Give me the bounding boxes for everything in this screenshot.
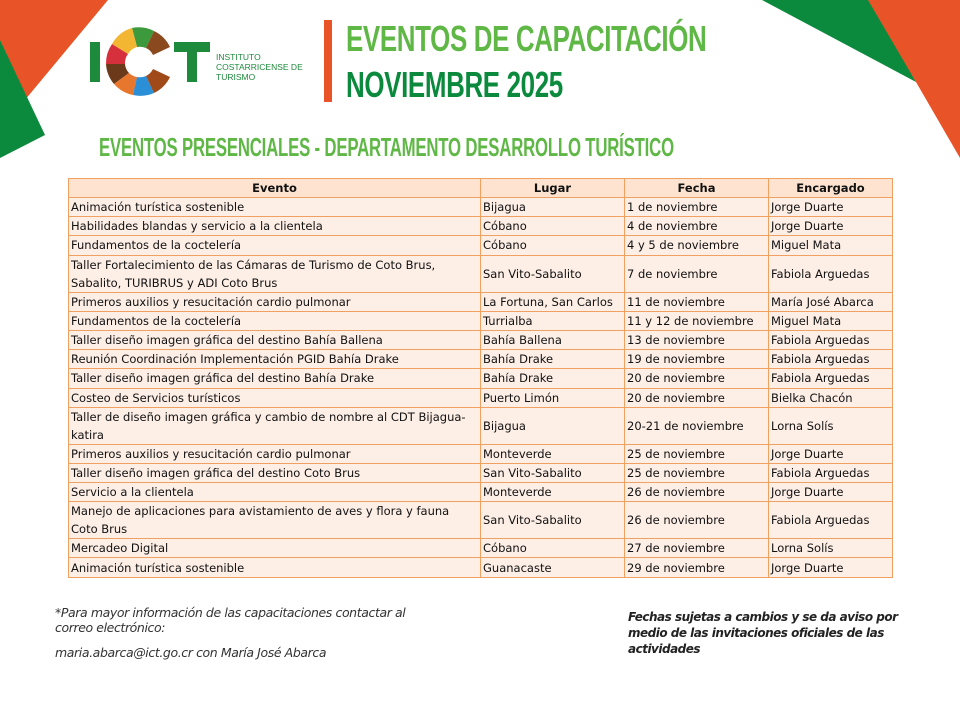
cell-evento: Mercadeo Digital (69, 539, 481, 558)
cell-fecha: 20 de noviembre (625, 388, 769, 407)
table-row (69, 463, 893, 482)
table-row (69, 388, 893, 407)
table-row (69, 236, 893, 255)
disclaimer-note: Fechas sujetas a cambios y se da aviso por medio de las invitaciones oficiales de las actividades (628, 610, 898, 656)
cell-evento: Costeo de Servicios turísticos (69, 388, 481, 407)
cell-evento: Primeros auxilios y resucitación cardio pulmonar (69, 444, 481, 463)
cell-fecha: 25 de noviembre (625, 444, 769, 463)
cell-encargado: Fabiola Arguedas (769, 369, 893, 388)
cell-encargado: Fabiola Arguedas (769, 255, 893, 292)
cell-lugar: Bahía Drake (481, 350, 625, 369)
contact-note-text: *Para mayor información de las capacitaciones contactar al correo electrónico: (55, 605, 406, 635)
cell-lugar: Monteverde (481, 444, 625, 463)
contact-email[interactable]: maria.abarca@ict.go.cr con María José Abarca (55, 645, 327, 660)
ict-logo (88, 20, 316, 100)
cell-evento: Taller de diseño imagen gráfica y cambio de nombre al CDT Bijagua-katira (69, 407, 481, 444)
cell-lugar: Cóbano (481, 217, 625, 236)
cell-lugar: Puerto Limón (481, 388, 625, 407)
page-title: EVENTOS DE CAPACITACIÓN (346, 18, 707, 59)
cell-fecha: 27 de noviembre (625, 539, 769, 558)
cell-fecha: 26 de noviembre (625, 483, 769, 502)
cell-encargado: Jorge Duarte (769, 444, 893, 463)
cell-fecha: 11 y 12 de noviembre (625, 311, 769, 330)
cell-evento: Taller diseño imagen gráfica del destino Bahía Ballena (69, 330, 481, 349)
cell-evento: Fundamentos de la coctelería (69, 311, 481, 330)
cell-encargado: Jorge Duarte (769, 558, 893, 577)
table-row (69, 444, 893, 463)
cell-evento: Animación turística sostenible (69, 198, 481, 217)
top-left-green-triangle (0, 40, 45, 158)
title-accent-bar (324, 20, 332, 102)
cell-encargado: Miguel Mata (769, 236, 893, 255)
column-header-encargado: Encargado (769, 179, 893, 198)
cell-fecha: 13 de noviembre (625, 330, 769, 349)
cell-fecha: 7 de noviembre (625, 255, 769, 292)
cell-lugar: Bijagua (481, 407, 625, 444)
table-row (69, 369, 893, 388)
cell-lugar: Cóbano (481, 236, 625, 255)
table-row (69, 330, 893, 349)
cell-encargado: Fabiola Arguedas (769, 463, 893, 482)
cell-fecha: 19 de noviembre (625, 350, 769, 369)
cell-fecha: 1 de noviembre (625, 198, 769, 217)
cell-lugar: Guanacaste (481, 558, 625, 577)
cell-encargado: Lorna Solís (769, 539, 893, 558)
cell-evento: Reunión Coordinación Implementación PGID Bahía Drake (69, 350, 481, 369)
page-title-month: NOVIEMBRE 2025 (346, 64, 563, 105)
table-header-row (69, 179, 893, 198)
top-right-green-triangle (762, 0, 916, 82)
cell-encargado: Fabiola Arguedas (769, 350, 893, 369)
column-header-lugar: Lugar (481, 179, 625, 198)
cell-encargado: Fabiola Arguedas (769, 330, 893, 349)
cell-lugar: San Vito-Sabalito (481, 255, 625, 292)
logo-name-line: COSTARRICENSE DE (216, 62, 303, 72)
cell-evento: Taller diseño imagen gráfica del destino Coto Brus (69, 463, 481, 482)
cell-lugar: San Vito-Sabalito (481, 463, 625, 482)
table-row (69, 217, 893, 236)
ict-logo-name (216, 52, 303, 82)
cell-evento: Animación turística sostenible (69, 558, 481, 577)
cell-lugar: San Vito-Sabalito (481, 502, 625, 539)
cell-encargado: Fabiola Arguedas (769, 502, 893, 539)
cell-lugar: Monteverde (481, 483, 625, 502)
table-row (69, 539, 893, 558)
table-row (69, 311, 893, 330)
cell-evento: Manejo de aplicaciones para avistamiento de aves y flora y fauna Coto Brus (69, 502, 481, 539)
cell-fecha: 29 de noviembre (625, 558, 769, 577)
cell-lugar: Bahía Drake (481, 369, 625, 388)
ict-logo-mark (88, 20, 214, 100)
section-subtitle: EVENTOS PRESENCIALES - DEPARTAMENTO DESARROLLO TURÍSTICO (99, 132, 674, 162)
events-table (68, 178, 893, 578)
cell-encargado: Bielka Chacón (769, 388, 893, 407)
logo-name-line: INSTITUTO (216, 52, 261, 62)
cell-lugar: Turrialba (481, 311, 625, 330)
cell-evento: Taller Fortalecimiento de las Cámaras de Turismo de Coto Brus, Sabalito, TURIBRUS y ADI Coto Brus (69, 255, 481, 292)
cell-lugar: Cóbano (481, 539, 625, 558)
column-header-fecha: Fecha (625, 179, 769, 198)
cell-lugar: Bahía Ballena (481, 330, 625, 349)
cell-fecha: 20-21 de noviembre (625, 407, 769, 444)
cell-evento: Primeros auxilios y resucitación cardio pulmonar (69, 292, 481, 311)
table-row (69, 558, 893, 577)
cell-encargado: Lorna Solís (769, 407, 893, 444)
cell-evento: Servicio a la clientela (69, 483, 481, 502)
cell-lugar: Bijagua (481, 198, 625, 217)
cell-fecha: 26 de noviembre (625, 502, 769, 539)
top-right-orange-triangle (868, 0, 960, 158)
table-row (69, 483, 893, 502)
cell-encargado: Miguel Mata (769, 311, 893, 330)
cell-fecha: 25 de noviembre (625, 463, 769, 482)
cell-lugar: La Fortuna, San Carlos (481, 292, 625, 311)
contact-note (55, 605, 435, 660)
table-row (69, 255, 893, 292)
cell-encargado: María José Abarca (769, 292, 893, 311)
cell-evento: Fundamentos de la coctelería (69, 236, 481, 255)
cell-encargado: Jorge Duarte (769, 483, 893, 502)
table-row (69, 502, 893, 539)
table-row (69, 198, 893, 217)
table-row (69, 350, 893, 369)
cell-evento: Taller diseño imagen gráfica del destino Bahía Drake (69, 369, 481, 388)
table-row (69, 407, 893, 444)
column-header-evento: Evento (69, 179, 481, 198)
cell-fecha: 20 de noviembre (625, 369, 769, 388)
cell-evento: Habilidades blandas y servicio a la clientela (69, 217, 481, 236)
cell-fecha: 4 y 5 de noviembre (625, 236, 769, 255)
logo-name-line: TURISMO (216, 72, 256, 82)
cell-fecha: 11 de noviembre (625, 292, 769, 311)
table-row (69, 292, 893, 311)
cell-encargado: Jorge Duarte (769, 217, 893, 236)
cell-encargado: Jorge Duarte (769, 198, 893, 217)
cell-fecha: 4 de noviembre (625, 217, 769, 236)
